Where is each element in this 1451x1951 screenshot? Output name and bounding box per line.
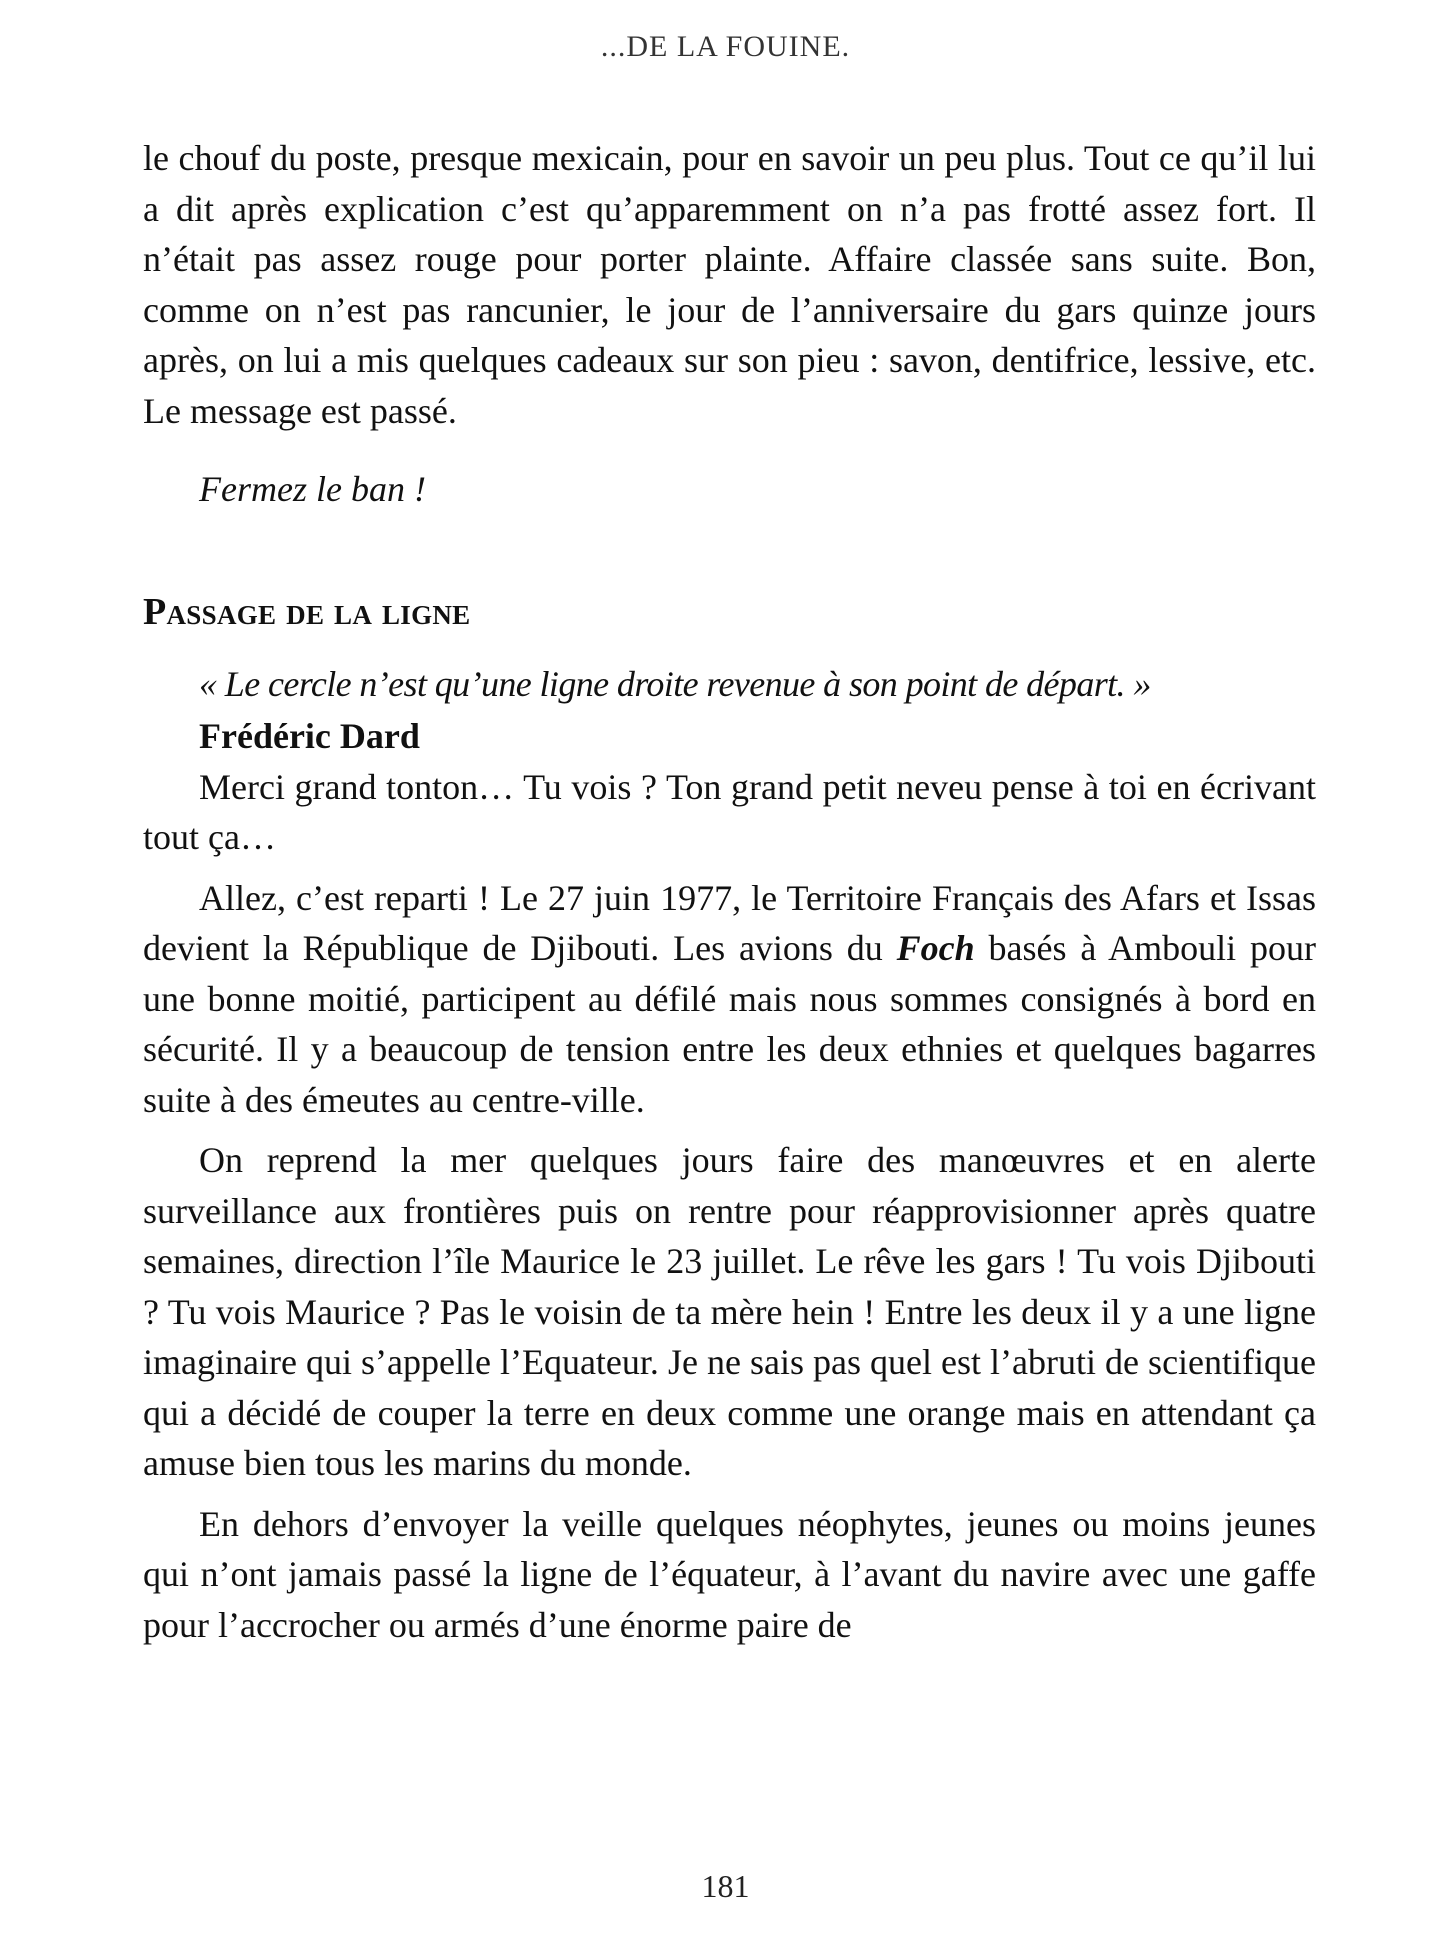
closing-remark: Fermez le ban ! — [199, 469, 426, 509]
body-text — [143, 133, 1316, 1650]
section-title: Passage de la ligne — [143, 590, 471, 633]
paragraph-djibouti — [143, 873, 1316, 1126]
paragraph-tonton: Merci grand tonton… Tu vois ? Ton grand petit neveu pense à toi en écrivant tout ça… — [143, 766, 1316, 857]
paragraph-maurice: On reprend la mer quelques jours faire des manœuvres et en alerte surveillance aux frontières puis on rentre pour réapprovisionner après quatre semaines, direction l’île Maurice le 23 juillet. Le rêve les gars ! Tu vois Djibouti ? Tu vois Maurice ? Pas le voisin de ta mère hein ! Entre les deux il y a une ligne imaginaire qui s’appelle l’Equateur. Je ne sais pas quel est l’abruti de scientifique qui a décidé de couper la terre en deux comme une orange mais en attendant ça amuse bien tous les marins du monde. — [143, 1140, 1316, 1483]
paragraph-djibouti-text-b: basés à Ambouli pour une bonne moitié, participent au défilé mais nous sommes consignés à bord en sécurité. Il y a beaucoup de tension entre les deux ethnies et quelques bagarres suite à des émeutes au centre-ville. — [143, 928, 1316, 1120]
ship-name: Foch — [896, 928, 975, 968]
epigraph-author: Frédéric Dard — [199, 716, 420, 756]
paragraph-neophytes: En dehors d’envoyer la veille quelques néophytes, jeunes ou moins jeunes qui n’ont jamais passé la ligne de l’équateur, à l’avant du navire avec une gaffe pour l’accrocher ou armés d’une énorme paire de — [143, 1503, 1316, 1645]
epigraph-quote: « Le cercle n’est qu’une ligne droite revenue à son point de départ. » — [199, 663, 1151, 704]
page-number: 181 — [701, 1868, 750, 1904]
running-head: ...DE LA FOUINE. — [600, 30, 851, 63]
paragraph-djibouti-text-a: Allez, c’est reparti ! Le 27 juin 1977, le Territoire Français des Afars et Issas devient la République de Djibouti. Les avions du — [143, 877, 1316, 968]
paragraph-continuation: le chouf du poste, presque mexicain, pour en savoir un peu plus. Tout ce qu’il lui a dit après explication c’est qu’apparemment on n’a pas frotté assez fort. Il n’était pas assez rouge pour porter plainte. Affaire classée sans suite. Bon, comme on n’est pas rancunier, le jour de l’anniversaire du gars quinze jours après, on lui a mis quelques cadeaux sur son pieu : savon, dentifrice, lessive, etc. Le message est passé. — [143, 138, 1316, 431]
